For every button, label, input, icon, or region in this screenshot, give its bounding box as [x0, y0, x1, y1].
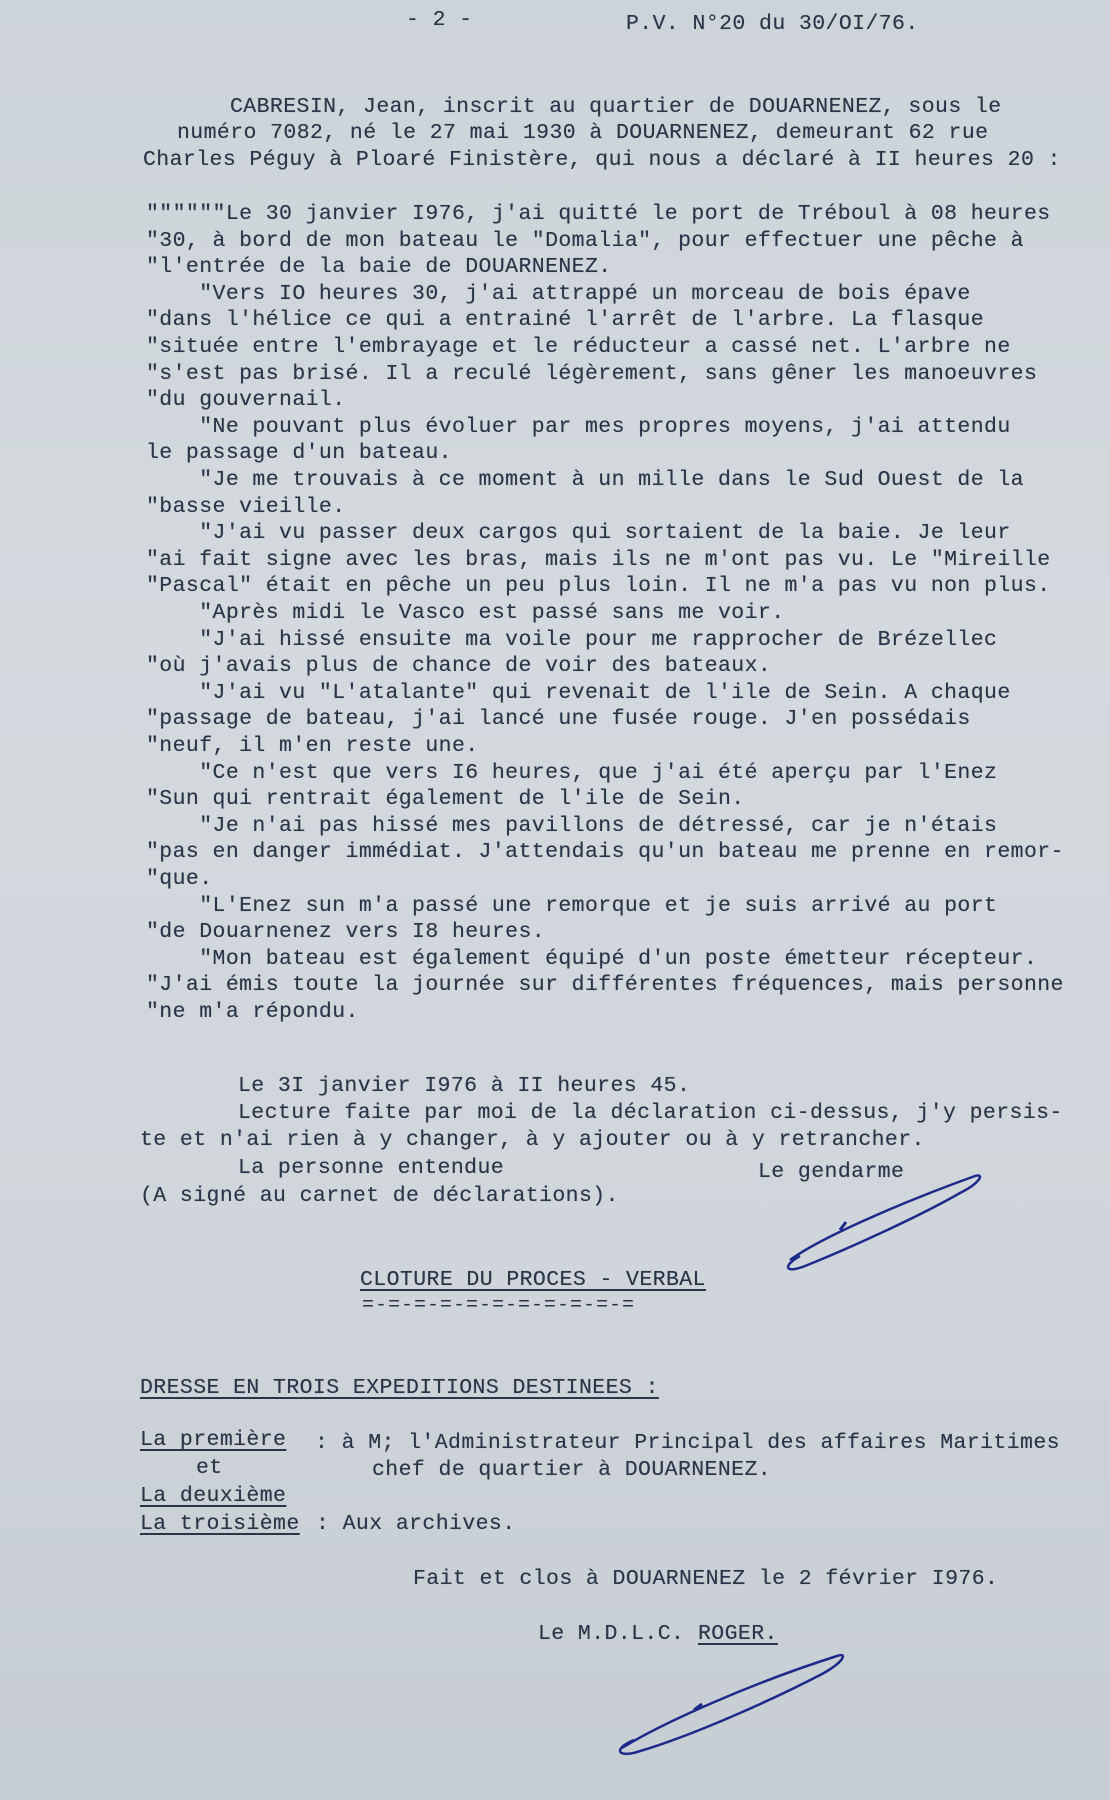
statement-line: "du gouvernail. — [146, 388, 346, 413]
first-recipient-label: La première — [140, 1428, 287, 1452]
statement-line: "située entre l'embrayage et le réducteur a cassé net. L'arbre ne — [146, 335, 1011, 359]
statement-line: "Après midi le Vasco est passé sans me voir. — [146, 601, 785, 625]
statement-line: "Vers IO heures 30, j'ai attrappé un morceau de bois épave — [146, 281, 971, 306]
reading-line: Lecture faite par moi de la déclaration ci-dessus, j'y persis- — [238, 1101, 1063, 1125]
statement-line: "Ne pouvant plus évoluer par mes propres moyens, j'ai attendu — [146, 414, 1011, 439]
cloture-underline: =-=-=-=-=-=-=-=-=-=-= — [362, 1294, 636, 1317]
pv-reference: P.V. N°20 du 30/OI/76. — [626, 12, 919, 36]
statement-line: "ne m'a répondu. — [146, 1000, 359, 1024]
intro-line: Charles Péguy à Ploaré Finistère, qui nous a déclaré à II heures 20 : — [143, 148, 1061, 172]
statement-line: "basse vieille. — [146, 494, 346, 519]
statement-line: "s'est pas brisé. Il a reculé légèrement, sans gêner les manoeuvres — [146, 361, 1038, 386]
statement-line: "ai fait signe avec les bras, mais ils ne m'ont pas vu. Le "Mireille — [146, 547, 1051, 572]
gendarme-label: Le gendarme — [758, 1160, 905, 1184]
statement-line: "L'Enez sun m'a passé une remorque et je suis arrivé au port — [146, 893, 998, 918]
statement-line: "Mon bateau est également équipé d'un poste émetteur récepteur. — [146, 946, 1038, 971]
statement-line: "J'ai vu "L'atalante" qui revenait de l'ile de Sein. A chaque — [146, 680, 1011, 705]
page-number: - 2 - — [406, 8, 473, 32]
signed-note: (A signé au carnet de déclarations). — [140, 1184, 619, 1208]
statement-line: le passage d'un bateau. — [146, 441, 452, 466]
date-line: Le 3I janvier I976 à II heures 45. — [238, 1074, 691, 1098]
first-recipient-text-2: chef de quartier à DOUARNENEZ. — [372, 1458, 772, 1482]
statement-line: "passage de bateau, j'ai lancé une fusée rouge. J'en possédais — [146, 707, 971, 732]
statement-line: "neuf, il m'en reste une. — [146, 734, 479, 758]
statement-line: "Pascal" était en pêche un peu plus loin. Il ne m'a pas vu non plus. — [146, 574, 1051, 599]
statement-line: "l'entrée de la baie de DOUARNENEZ. — [146, 255, 612, 280]
statement-line: "J'ai vu passer deux cargos qui sortaient de la baie. Je leur — [146, 521, 1011, 546]
statement-line: "que. — [146, 867, 213, 891]
statement-line: "de Douarnenez vers I8 heures. — [146, 920, 546, 945]
statement-line: "J'ai hissé ensuite ma voile pour me rapprocher de Brézellec — [146, 627, 998, 652]
intro-line: CABRESIN, Jean, inscrit au quartier de DOUARNENEZ, sous le — [230, 95, 1002, 119]
gendarme-signature — [780, 1168, 990, 1278]
and-word: et — [196, 1456, 223, 1480]
statement-line: "Ce n'est que vers I6 heures, que j'ai été aperçu par l'Enez — [146, 760, 998, 785]
signatory-signature — [612, 1648, 852, 1758]
statement-line: """"""Le 30 janvier I976, j'ai quitté le port de Tréboul à 08 heures — [146, 202, 1051, 226]
statement-line: "J'ai émis toute la journée sur différentes fréquences, mais personne — [146, 973, 1064, 998]
statement-line: "dans l'hélice ce qui a entrainé l'arrêt de l'arbre. La flasque — [146, 308, 985, 333]
statement-line: "pas en danger immédiat. J'attendais qu'un bateau me prenne en remor- — [146, 840, 1064, 865]
statement-line: "Je n'ai pas hissé mes pavillons de détressé, car je n'étais — [146, 813, 998, 838]
cloture-title: CLOTURE DU PROCES - VERBAL — [360, 1268, 706, 1292]
signatory-name: ROGER. — [698, 1622, 778, 1646]
statement-line: "où j'avais plus de chance de voir des bateaux. — [146, 654, 772, 679]
person-label: La personne entendue — [238, 1156, 505, 1180]
first-recipient-text: : à M; l'Administrateur Principal des affaires Maritimes — [315, 1431, 1060, 1455]
distribution-heading: DRESSE EN TROIS EXPEDITIONS DESTINEES : — [140, 1376, 659, 1400]
third-recipient-text: : Aux archives. — [316, 1512, 516, 1536]
intro-line: numéro 7082, né le 27 mai 1930 à DOUARNENEZ, demeurant 62 rue — [177, 121, 989, 145]
statement-line: "Sun qui rentrait également de l'ile de Sein. — [146, 787, 745, 812]
second-recipient-label: La deuxième — [140, 1484, 287, 1508]
statement-line: "Je me trouvais à ce moment à un mille dans le Sud Ouest de la — [146, 468, 1024, 492]
third-recipient-label: La troisième — [140, 1512, 300, 1536]
done-line: Fait et clos à DOUARNENEZ le 2 février I976. — [413, 1567, 999, 1591]
statement-line: "30, à bord de mon bateau le "Domalia", pour effectuer une pêche à — [146, 228, 1024, 253]
signatory-prefix: Le M.D.L.C. — [538, 1622, 685, 1646]
reading-line: te et n'ai rien à y changer, à y ajouter ou à y retrancher. — [140, 1128, 925, 1152]
